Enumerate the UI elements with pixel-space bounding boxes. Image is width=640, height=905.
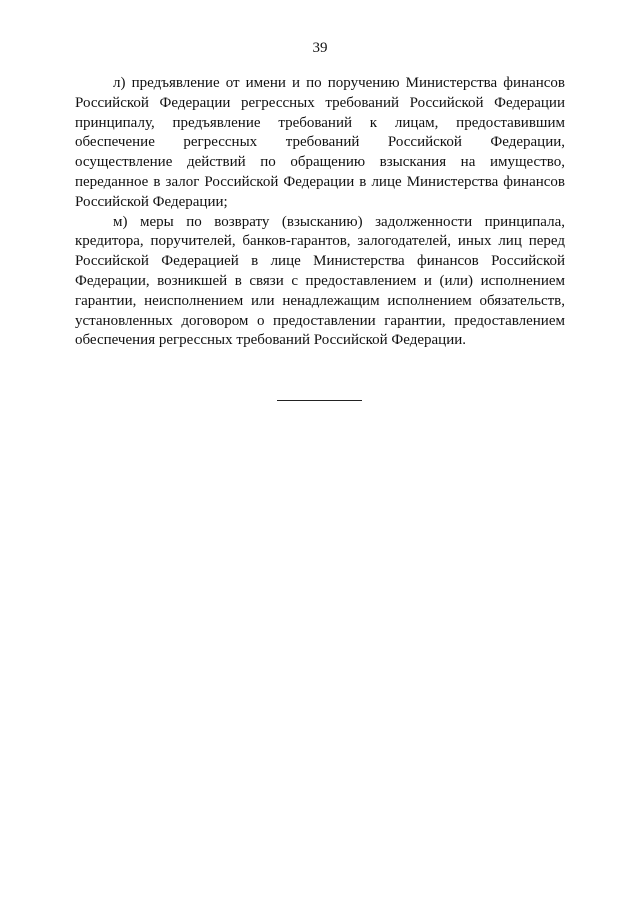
page-number: 39 <box>312 40 328 56</box>
paragraph-l: л) предъявление от имени и по поручению Министерства финансов Российской Федерации регрессных требований Российской Федерации принципалу, предъявление требований к лицам, предоставившим обеспечение регрессных требований Российской Федерации, осуществление действий по обращению взыскания на имущество, переданное в залог Российской Федерации в лице Министерства финансов Российской Федерации; <box>75 75 565 210</box>
paragraph-m: м) меры по возврату (взысканию) задолженности принципала, кредитора, поручителей, банков-гарантов, залогодателей, иных лиц перед Российской Федерацией в лице Министерства финансов Российской Федерации, возникшей в связи с предоставлением и (или) исполнением гарантии, неисполнением или ненадлежащим исполнением обязательств, установленных договором о предоставлении гарантии, предоставлением обеспечения регрессных требований Российской Федерации. <box>75 213 565 349</box>
document-body <box>75 74 565 351</box>
end-of-text-rule <box>277 400 362 401</box>
